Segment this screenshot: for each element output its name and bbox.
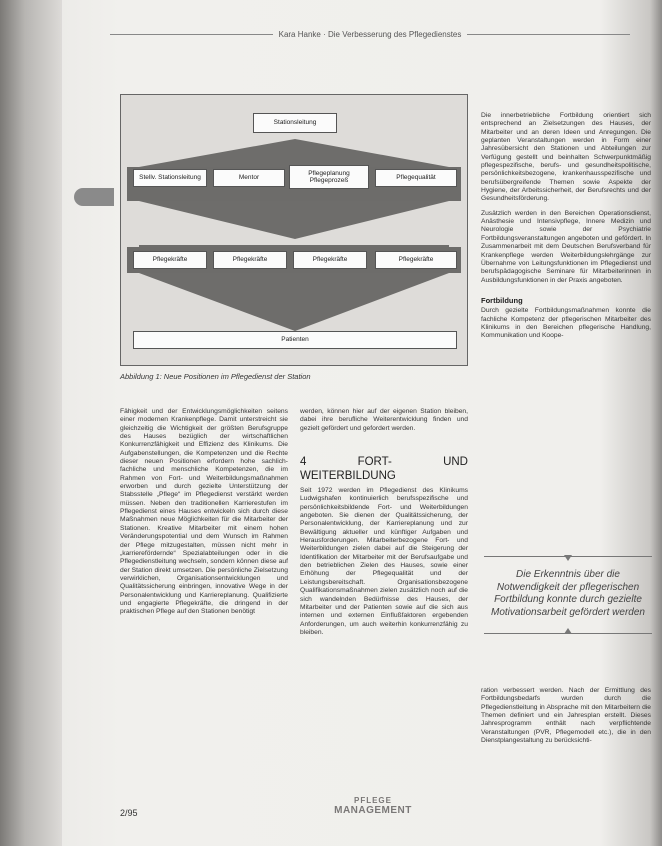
col1-paragraph: Fähigkeit und der Entwicklungsmöglichkeiten seitens einer modernen Krankenpflege. Damit unterstreicht sie gleichzeitig die Wichtigkeit der größten Berufsgruppe des Hauses bezüglich der wirtschaftlichen Konkurrenzfähigkeit und Effizienz des Klinikums. Die Aufgabenstellungen, die Kompetenzen und die Rechte dieser neuen Positionen erfordern hohe sachlich-fachliche und menschliche Kompetenzen, die im Rahmen von Fort- und Weiterbildungsmaßnahmen erworben und durch gezielte Unterstützung der Stabsstelle „Pflege“ im Pflegedienst verstärkt werden müssen. Neben den traditionellen Karrierestufen im Pflegedienst eines Hauses entwickeln sich durch diese Maßnahmen neue Möglichkeiten für die Mitarbeiter der Stationen. Kreative Mitarbeiter mit einem hohen Veränderungspotential und dem Wunsch im Rahmen der Pflege mitzugestalten, müssen nicht mehr in „karrierefördernde“ Spezialabteilungen oder in die Pflegedienstleitung wechseln, sondern können diese auf der Station direkt umsetzen. Die persönliche Zielsetzung verwirklichen, Organisationsentwicklungen und Qualitätssicherung einbringen, innovative Wege in der Personalentwicklung und Karriereplanung. Qualifizierte und engagierte Pflegekräfte, die dringend in der praktischen Pflege auf den Stationen benötigt: [120, 408, 288, 616]
header-rule-right: [467, 34, 630, 35]
page-tab: [74, 188, 114, 206]
running-header: [110, 30, 630, 39]
column-1: [120, 408, 288, 617]
triangle-down-icon: [564, 555, 572, 561]
pullquote-rule-bottom: [484, 633, 652, 634]
column-3-continued: [481, 687, 651, 745]
column-2: [300, 408, 468, 637]
col3-paragraph-2: Zusätzlich werden in den Bereichen Operationsdienst, Anästhesie und Intensivpflege, Innere Medizin und Neurologie sowie der Psychiatrie Fortbildungsveranstaltungen angeboten und gefördert. In Zusammenarbeit mit dem Deutschen Berufsverband für Krankenpflege werden Weiterbildungslehrgänge zur Übernahme von Leitungsfunktionen im Pflegedienst und berufspädagogische Seminare für Mitarbeiterinnen in Ausbildungsfunktionen in der Praxis angeboten.: [481, 209, 651, 284]
col2-intro: werden, können hier auf der eigenen Station bleiben, dabei ihre berufliche Weiterentwicklung finden und gezielt gefördert und gefordert werden.: [300, 408, 468, 432]
pullquote-text: Die Erkenntnis über die Notwendigkeit der pflegerischen Fortbildung konnte durch gezielte Motivationsarbeit gefördert werden: [491, 569, 645, 618]
header-rule-left: [110, 34, 273, 35]
book-gutter: [0, 0, 62, 846]
box-pflegekraefte-1: Pflegekräfte: [133, 251, 207, 269]
box-pflegekraefte-3: Pflegekräfte: [293, 251, 367, 269]
running-title: Kara Hanke · Die Verbesserung des Pflegedienstes: [278, 30, 462, 39]
journal-logo: [318, 796, 428, 816]
pullquote-rule-top: [484, 556, 652, 557]
col2-paragraph: Seit 1972 werden im Pflegedienst des Klinikums Ludwigshafen kontinuierlich berufsspezifische und persönlichkeitsbildende Fort- und Weiterbildungen angeboten. Sie dienen der Qualitätssicherung, der Personalentwicklung, der Karriereplanung und zur Bewältigung aktueller und künftiger Aufgaben und Herausforderungen. Mitarbeiterbezogene Fort- und Weiterbildungen zielen dabei auf die Steigerung der Identifikation der Mitarbeiter mit der Berufsaufgabe und den betrieblichen Zielen des Hauses, sowie einer Erhöhung der Pflegequalität und der Leistungsbereitschaft. Organisationsbezogene Qualifikationsmaßnahmen zielen zusätzlich noch auf die sich wandelnden Bedürfnisse des Hauses, der Mitarbeiter und der Patienten sowie auf die sich aus internen und externen Einflußfaktoren ergebenden Anforderungen, um auch weiterhin konkurrenzfähig zu bleiben.: [300, 487, 468, 636]
diagram-shapes: [121, 95, 467, 365]
box-pflegequalitaet: Pflegequalität: [375, 169, 457, 187]
pull-quote: [484, 552, 652, 638]
column-3: [481, 112, 651, 341]
box-pflegekraefte-2: Pflegekräfte: [213, 251, 287, 269]
triangle-up-icon: [564, 628, 572, 634]
box-pflegeplanung: Pflegeplanung Pflegeprozeß: [289, 165, 369, 189]
box-stationsleitung: Stationsleitung: [253, 113, 337, 133]
col3-paragraph-4: ration verbessert werden. Nach der Ermittlung des Fortbildungsbedarfs wurden durch die Pflegedienstleitung in Absprache mit den Mitarbeitern die Themen definiert und ein Jahresplan erstellt. Dieses Jahresprogramm enthält nach verpflichtende Veranstaltungen (PVR, Pflegemodell etc.), die in den Dienstplangestaltung zu berücksichti-: [481, 687, 651, 745]
page-number: 2/95: [120, 808, 138, 818]
box-patienten: Patienten: [133, 331, 457, 349]
logo-line-2: MANAGEMENT: [334, 805, 412, 816]
subhead-fortbildung: Fortbildung: [481, 295, 523, 305]
box-mentor: Mentor: [213, 169, 285, 187]
box-pflegekraefte-4: Pflegekräfte: [375, 251, 457, 269]
box-stellv-stationsleitung: Stellv. Stationsleitung: [133, 169, 207, 187]
triangle-lower: [139, 273, 449, 331]
col3-paragraph-3: Durch gezielte Fortbildungsmaßnahmen konnte die fachliche Kompetenz der pflegerischen Mitarbeiter des Klinikums in den Bereichen pflegerische Handlung, Kommunikation und Koope-: [481, 307, 651, 340]
figure-caption: Abbildung 1: Neue Positionen im Pflegedienst der Station: [120, 372, 311, 381]
logo-line-1: PFLEGE: [353, 796, 392, 805]
org-diagram: [120, 94, 468, 366]
triangle-upper: [139, 139, 449, 167]
col3-paragraph-1: Die innerbetriebliche Fortbildung orientiert sich entsprechend an Zielsetzungen des Hauses, der Mitarbeiter und an deren Ideen und Anregungen. Die geplanten Veranstaltungen werden in Form einer Jahresübersicht den Stationen und Abteilungen zur Verfügung gestellt und beinhalten Schwerpunktmäßig pflegespezifische, berufs- und gesundheitspolitische, persönlichkeitsbezogene, krankenhausspezifische und berufsübergreifende Themen sowie Aspekte der Hygiene, der Arbeitssicherheit, der Berufsrechts und der Gesundheitsförderung.: [481, 112, 651, 203]
section-heading: 4 FORT- UND WEITERBILDUNG: [300, 456, 468, 483]
